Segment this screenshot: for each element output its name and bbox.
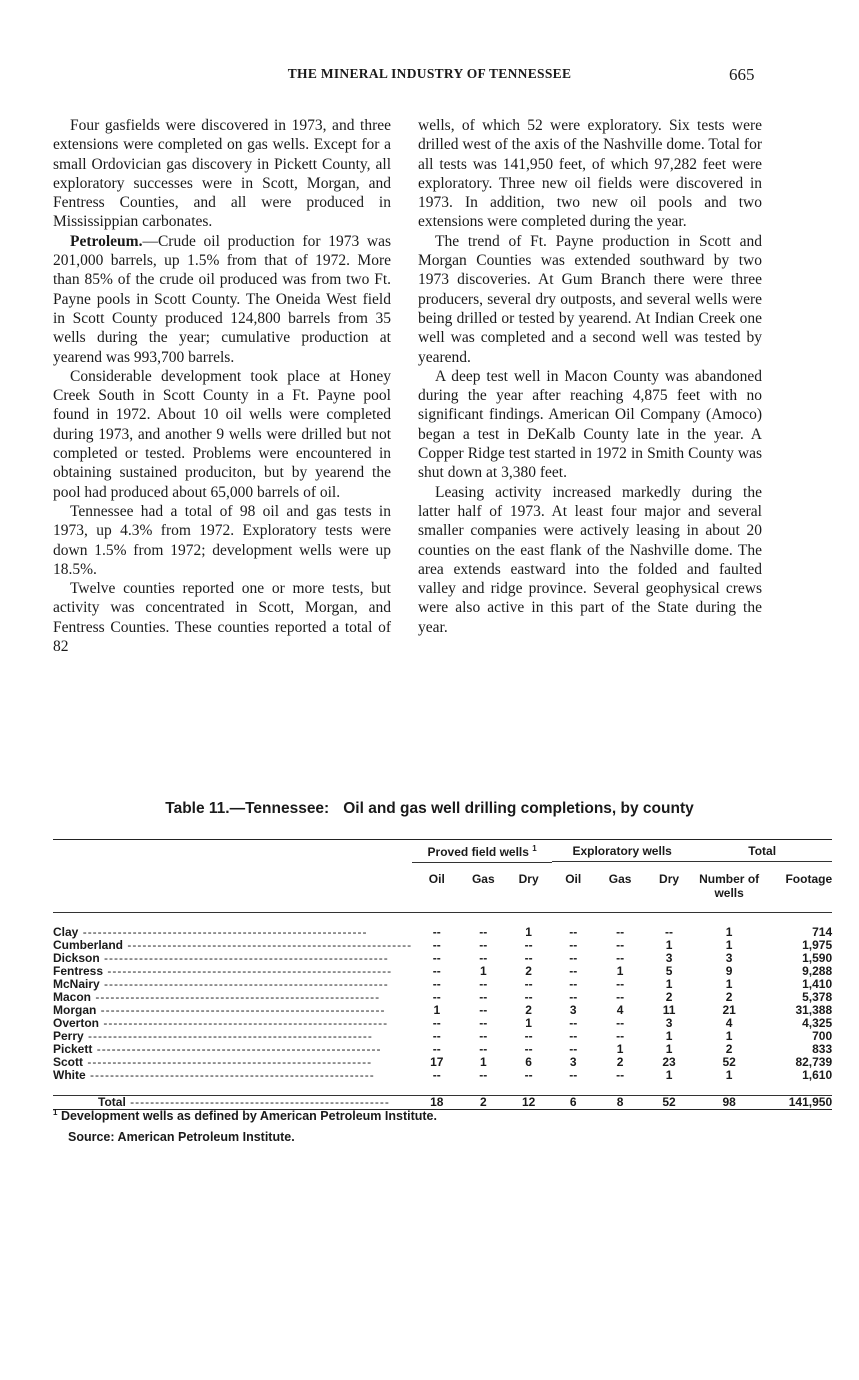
table-footnote: $^1$ Development wells as defined by American Petroleum Institute.	[53, 1108, 437, 1124]
total-cell: 12	[505, 1096, 552, 1110]
table-cell-p-oil: --	[432, 1042, 441, 1056]
table-cell-p-gas: --	[479, 951, 488, 965]
table-cell-p-gas: 1	[479, 1055, 487, 1069]
total-cell: 52	[646, 1096, 692, 1110]
table-row	[53, 1056, 832, 1069]
table-cell-e-oil: --	[569, 1029, 578, 1043]
total-cell: 18	[412, 1096, 461, 1110]
table-cell-e-oil: --	[569, 977, 578, 991]
table-cell-e-dry: --	[665, 925, 674, 939]
table-row	[53, 939, 832, 952]
table-cell-e-dry: 1	[665, 977, 673, 991]
total-cell: 6	[552, 1096, 594, 1110]
group-header-exploratory: Exploratory wells	[552, 840, 692, 867]
table-cell-e-oil: --	[569, 1016, 578, 1030]
table-cell-e-gas: --	[616, 938, 625, 952]
table-cell-e-dry: 23	[662, 1055, 676, 1069]
table-cell-p-oil: 1	[433, 1003, 441, 1017]
table-cell-e-gas: --	[616, 1016, 625, 1030]
table-cell-e-dry: 1	[665, 1042, 673, 1056]
table-row	[53, 1017, 832, 1030]
table-group-header-row	[53, 840, 832, 867]
table-source: Source: American Petroleum Institute.	[68, 1130, 295, 1144]
table-cell-footage: 1,410	[802, 977, 833, 991]
total-cell: 2	[461, 1096, 505, 1110]
county-name: Cumberland -----	[53, 939, 412, 952]
table-cell-e-gas: 2	[616, 1055, 624, 1069]
table-cell-e-dry: 5	[665, 964, 673, 978]
table-cell-p-oil: 17	[430, 1055, 444, 1069]
paragraph: The trend of Ft. Payne production in Scott and Morgan Counties was extended southward by two 1973 discoveries. At Gum Branch there were three producers, several dry outposts, and several wells were being drilled or tested by yearend. At Indian Creek one well was completed and a second well was tested by yearend.	[418, 232, 762, 366]
table-cell-e-oil: --	[569, 938, 578, 952]
table-cell-number: 2	[725, 1042, 733, 1056]
table-cell-p-gas: --	[479, 938, 488, 952]
paragraph: Considerable development took place at Honey Creek South in Scott County in a Ft. Payne pool found in 1972. About 10 oil wells were completed during 1973, and another 9 wells were drilled but not completed or tested. Problems were encountered in obtaining sustained produciton, but by yearend the pool had produced about 65,000 barrels of oil.	[53, 367, 391, 501]
right-text-column	[418, 116, 762, 637]
table-cell-footage: 1,590	[802, 951, 833, 965]
table-cell-e-gas: --	[616, 925, 625, 939]
table-cell-e-oil: 3	[569, 1003, 577, 1017]
table-cell-p-gas: --	[479, 1068, 488, 1082]
paragraph: Leasing activity increased markedly during the latter half of 1973. At least four major and several smaller companies were actively leasing in about 20 counties on the east flank of the Nashville dome. The area extends eastward into the folded and faulted valley and ridge province. Several geophysical crews were also active in this part of the State during the year.	[418, 483, 762, 636]
table-cell-number: 52	[722, 1055, 736, 1069]
col-header-exploratory-oil: Oil	[552, 866, 594, 913]
county-name: Morgan -----	[53, 1004, 412, 1017]
col-header-exploratory-gas: Gas	[594, 866, 646, 913]
table-cell-footage: 700	[812, 1029, 833, 1043]
table-cell-p-dry: --	[524, 1068, 533, 1082]
col-header-footage: Footage	[766, 866, 832, 913]
table-cell-e-oil: --	[569, 990, 578, 1004]
paragraph	[53, 232, 391, 367]
table-cell-e-oil: --	[569, 925, 578, 939]
table-row	[53, 1030, 832, 1043]
table-cell-number: 3	[725, 951, 733, 965]
table-cell-p-gas: --	[479, 1016, 488, 1030]
table-column-header-row	[53, 866, 832, 913]
col-header-number-of-wells: Number of wells	[692, 866, 766, 913]
table-cell-p-oil: --	[432, 1068, 441, 1082]
table-cell-p-gas: --	[479, 1042, 488, 1056]
table-number: Table 11.—Tennessee:	[165, 800, 330, 817]
col-header-proved-gas: Gas	[461, 866, 505, 913]
county-name: White -----	[53, 1069, 412, 1082]
running-header: THE MINERAL INDUSTRY OF TENNESSEE	[287, 66, 572, 81]
county-name: Clay -----	[53, 926, 412, 939]
table-cell-p-oil: --	[432, 925, 441, 939]
paragraph-text: —Crude oil production for 1973 was 201,000 barrels, up 1.5% from that of 1972. More than 85% of the crude oil produced was from two Ft. Payne pools in Scott County. The Oneida West field in Scott County produced 124,800 barrels from 35 wells during the year; cumulative production at yearend was 993,700 barrels.	[53, 232, 391, 366]
col-header-proved-oil: Oil	[412, 866, 461, 913]
paragraph: wells, of which 52 were exploratory. Six tests were drilled west of the axis of the Nashville dome. Total for all tests was 141,950 feet, of which 97,282 feet were exploratory. Three new oil fields were discovered in 1973. In addition, two new oil pools and two extensions were completed during the year.	[418, 117, 762, 231]
table-cell-footage: 714	[812, 925, 833, 939]
table-row	[53, 965, 832, 978]
table-row	[53, 1004, 832, 1017]
table-cell-e-gas: --	[616, 977, 625, 991]
table-cell-p-gas: --	[479, 925, 488, 939]
table-row	[53, 1069, 832, 1082]
table-cell-e-gas: 4	[616, 1003, 624, 1017]
col-header-proved-dry: Dry	[505, 866, 552, 913]
table-cell-footage: 31,388	[795, 1003, 833, 1017]
table-cell-p-dry: --	[524, 938, 533, 952]
paragraph: A deep test well in Macon County was abandoned during the year after reaching 4,875 feet with no significant findings. American Oil Company (Amoco) began a test in DeKalb County late in the year. A Copper Ridge test started in 1972 in Smith County was shut down at 3,380 feet.	[418, 367, 762, 482]
table-caption: Oil and gas well drilling completions, by county	[343, 800, 694, 817]
table-cell-e-gas: 1	[616, 964, 624, 978]
table-cell-number: 1	[725, 1068, 733, 1082]
county-name: Macon -----	[53, 991, 412, 1004]
table-cell-p-gas: --	[479, 977, 488, 991]
table-cell-e-gas: --	[616, 1068, 625, 1082]
table-row	[53, 926, 832, 939]
county-name: McNairy -----	[53, 978, 412, 991]
table-cell-e-dry: 1	[665, 1068, 673, 1082]
table-cell-number: 21	[722, 1003, 736, 1017]
county-name: Pickett -----	[53, 1043, 412, 1056]
table-cell-p-oil: --	[432, 964, 441, 978]
table-cell-e-gas: 1	[616, 1042, 624, 1056]
table-cell-e-oil: --	[569, 1042, 578, 1056]
table-row	[53, 978, 832, 991]
section-heading-petroleum: Petroleum.	[70, 232, 143, 250]
table-cell-e-oil: --	[569, 951, 578, 965]
table-cell-p-gas: --	[479, 990, 488, 1004]
table-cell-p-dry: --	[524, 990, 533, 1004]
table-cell-e-dry: 11	[662, 1003, 676, 1017]
table-cell-number: 1	[725, 938, 733, 952]
table-cell-e-gas: --	[616, 951, 625, 965]
table-cell-footage: 1,975	[802, 938, 833, 952]
paragraph: Twelve counties reported one or more tests, but activity was concentrated in Scott, Morgan, and Fentress Counties. These counties reported a total of 82	[53, 580, 391, 656]
table-cell-e-dry: 3	[665, 1016, 673, 1030]
total-cell: 98	[692, 1096, 766, 1110]
table-row	[53, 952, 832, 965]
table-cell-p-dry: --	[524, 977, 533, 991]
table-cell-e-oil: --	[569, 964, 578, 978]
table-cell-e-dry: 1	[665, 938, 673, 952]
table-cell-e-gas: --	[616, 1029, 625, 1043]
group-header-proved: Proved field wells $^1$	[412, 840, 552, 867]
table-cell-p-oil: --	[432, 938, 441, 952]
table-cell-e-gas: --	[616, 990, 625, 1004]
table-cell-footage: 833	[812, 1042, 833, 1056]
county-name: Dickson -----	[53, 952, 412, 965]
table-cell-p-dry: 2	[525, 1003, 532, 1017]
table-title	[0, 800, 859, 818]
table-cell-e-oil: --	[569, 1068, 578, 1082]
county-name: Perry -----	[53, 1030, 412, 1043]
page-number: 665	[729, 65, 755, 84]
table-cell-p-gas: --	[479, 1029, 488, 1043]
total-cell: 8	[594, 1096, 646, 1110]
county-name: Overton -----	[53, 1017, 412, 1030]
table-cell-footage: 4,325	[802, 1016, 833, 1030]
table-cell-number: 9	[725, 964, 733, 978]
table-cell-p-oil: --	[432, 1016, 441, 1030]
table-cell-p-dry: --	[524, 1029, 533, 1043]
col-header-exploratory-dry: Dry	[646, 866, 692, 913]
table-cell-p-dry: 1	[525, 925, 532, 939]
table-cell-e-dry: 1	[665, 1029, 673, 1043]
county-name: Fentress -----	[53, 965, 412, 978]
table-cell-p-oil: --	[432, 1029, 441, 1043]
table-cell-e-dry: 2	[665, 990, 673, 1004]
table-cell-footage: 1,610	[802, 1068, 833, 1082]
table-cell-p-oil: --	[432, 990, 441, 1004]
table-cell-p-gas: 1	[479, 964, 487, 978]
table-cell-p-oil: --	[432, 977, 441, 991]
table-cell-p-gas: --	[479, 1003, 488, 1017]
table-cell-number: 1	[725, 925, 733, 939]
left-text-column	[53, 116, 391, 656]
table-cell-number: 1	[725, 977, 733, 991]
table-cell-number: 2	[725, 990, 733, 1004]
county-name: Scott -----	[53, 1056, 412, 1069]
table-cell-p-dry: 6	[525, 1055, 532, 1069]
table-cell-footage: 5,378	[802, 990, 833, 1004]
table-cell-footage: 9,288	[802, 964, 833, 978]
table-cell-number: 4	[725, 1016, 733, 1030]
group-header-total: Total	[692, 840, 832, 867]
table-cell-p-oil: --	[432, 951, 441, 965]
total-cell: 141,950	[766, 1096, 832, 1110]
table-cell-footage: 82,739	[795, 1055, 833, 1069]
table-cell-p-dry: 2	[525, 964, 532, 978]
table-cell-e-oil: 3	[569, 1055, 577, 1069]
table-row	[53, 991, 832, 1004]
total-label: Total -----	[53, 1096, 412, 1110]
paragraph: Tennessee had a total of 98 oil and gas tests in 1973, up 4.3% from 1972. Exploratory tests were down 1.5% from 1972; development wells were up 18.5%.	[53, 502, 391, 578]
table-cell-p-dry: 1	[525, 1016, 532, 1030]
table-cell-p-dry: --	[524, 951, 533, 965]
drilling-completions-table	[53, 839, 832, 1110]
paragraph: Four gasfields were discovered in 1973, and three extensions were completed on gas wells. Except for a small Ordovician gas discovery in Pickett County, all exploratory successes were in Scott, Morgan, and Fentress Counties, and all were produced in Mississippian carbonates.	[53, 117, 391, 231]
table-cell-number: 1	[725, 1029, 733, 1043]
table-cell-p-dry: --	[524, 1042, 533, 1056]
table-cell-e-dry: 3	[665, 951, 673, 965]
